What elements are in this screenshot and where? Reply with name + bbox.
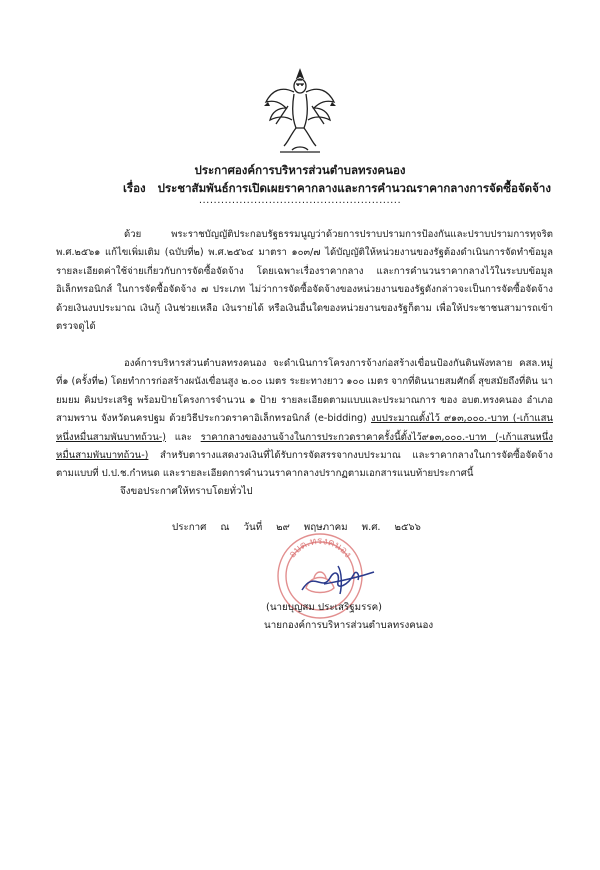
paragraph-1: ด้วย พระราชบัญญัติประกอบรัฐธรรมนูญว่าด้วยการปราบปรามการป้องกันและปราบปรามการทุจริต พ.ศ.๒๕๖๑ แก้ไขเพิ่มเติม (ฉบับที่๒) พ.ศ.๒๕๖๔ มาตรา ๑๐๓/๗ ได้บัญญัติให้หน่วยงานของรัฐต้องดำเนินการจัดทำข้อมูลรายละเอียดค่าใช้จ่ายเกี่ยวกับการจัดซื้อจัดจ้าง โดยเฉพาะเรื่องราคากลาง และการคำนวนราคากลางไว้ในระบบข้อมูลอิเล็กทรอนิกส์ ในการจัดซื้อจัดจ้าง ๗ ประเภท ไม่ว่าการจัดซื้อจัดจ้างของหน่วยงานของรัฐดังกล่าวจะเป็นการจัดซื้อจัดจ้าง ด้วยเงินงบประมาณ เงินกู้ เงินช่วยเหลือ เงินรายได้ หรือเงินอื่นใดของหน่วยงานของรัฐก็ตาม เพื่อให้ประชาชนสามารถเข้าตรวจดูได้ bbox=[56, 229, 553, 333]
subject-text: ประชาสัมพันธ์การเปิดเผยราคากลางและการคำนวณราคากลางการจัดซื้อจัดจ้าง bbox=[157, 181, 551, 195]
seal-text: อบต.ทรงคนอง bbox=[286, 535, 354, 561]
svg-text:อบต.ทรงคนอง bbox=[287, 536, 353, 560]
date-at: ณ bbox=[220, 522, 230, 533]
paragraph-2 bbox=[56, 355, 553, 484]
date-year-label: พ.ศ. bbox=[361, 522, 381, 533]
closing-statement: จึงขอประกาศให้ทราบโดยทั่วไป bbox=[120, 486, 253, 497]
paragraph-2-project: องค์การบริหารส่วนตำบลทรงคนอง จะดำเนินการโครงการจ้างก่อสร้างเขื่อนป้องกันดินพังทลาย คสล.หมู่ที่๑ (ครั้งที่๒) โดยทำการก่อสร้างผนังเขื่อนสูง ๒.๐๐ เมตร ระยะทางยาว ๑๐๐ เมตร จากที่ดินนายสมศักดิ์ สุขสมัยถึงที่ดิน นายมยม คิมประเสริฐ พร้อมป้ายโครงการจำนวน ๑ ป้าย รายละเอียดตามแบบและประมาณการ ของ อบต.ทรงคนอง อำเภอสามพราน จังหวัดนครปฐม ด้วยวิธีประกวดราคาอิเล็กทรอนิกส์ (e-bidding) bbox=[56, 358, 553, 425]
date-year: ๒๕๖๖ bbox=[394, 522, 421, 533]
date-day: ๒๙ bbox=[276, 522, 290, 533]
median-price: ราคากลางของงานจ้างในการประกวดราคาครั้งนี้ตั้งไว้๙๑๓,๐๐๐.-บาท (-เก้าแสนหนึ่งหมื่นสามพันบาทถ้วน-) bbox=[56, 431, 553, 462]
garuda-emblem-icon bbox=[262, 66, 338, 158]
announcement-title: ประกาศองค์การบริหารส่วนตำบลทรงคนอง bbox=[194, 163, 406, 177]
signer-position: นายกองค์การบริหารส่วนตำบลทรงคนอง bbox=[264, 620, 434, 631]
subject-label: เรื่อง bbox=[123, 181, 146, 195]
budget-amount: งบประมาณตั้งไว้ ๙๑๓,๐๐๐.-บาท (-เก้าแสนหนึ่งหมื่นสามพันบาทถ้วน-) bbox=[56, 413, 553, 443]
date-day-label: วันที่ bbox=[243, 522, 263, 533]
paragraph-2-tail: สำหรับตารางแสดงวงเงินที่ได้รับการจัดสรรจากงบประมาณ และราคากลางในการจัดซื้อจัดจ้าง ตามแบบที่ ป.ป.ช.กำหนด และรายละเอียดการคำนวนราคากลางปรากฏตามเอกสารแนบท้ายประกาศนี้ bbox=[56, 450, 553, 480]
connector-and: และ bbox=[174, 431, 192, 443]
separator-dots: ....................................................... bbox=[198, 195, 402, 206]
date-month: พฤษภาคม bbox=[303, 522, 348, 533]
date-label: ประกาศ bbox=[172, 522, 207, 533]
handwritten-signature bbox=[294, 560, 384, 600]
signer-name: (นายบุญสม ประเสริฐมรรค) bbox=[266, 602, 382, 613]
